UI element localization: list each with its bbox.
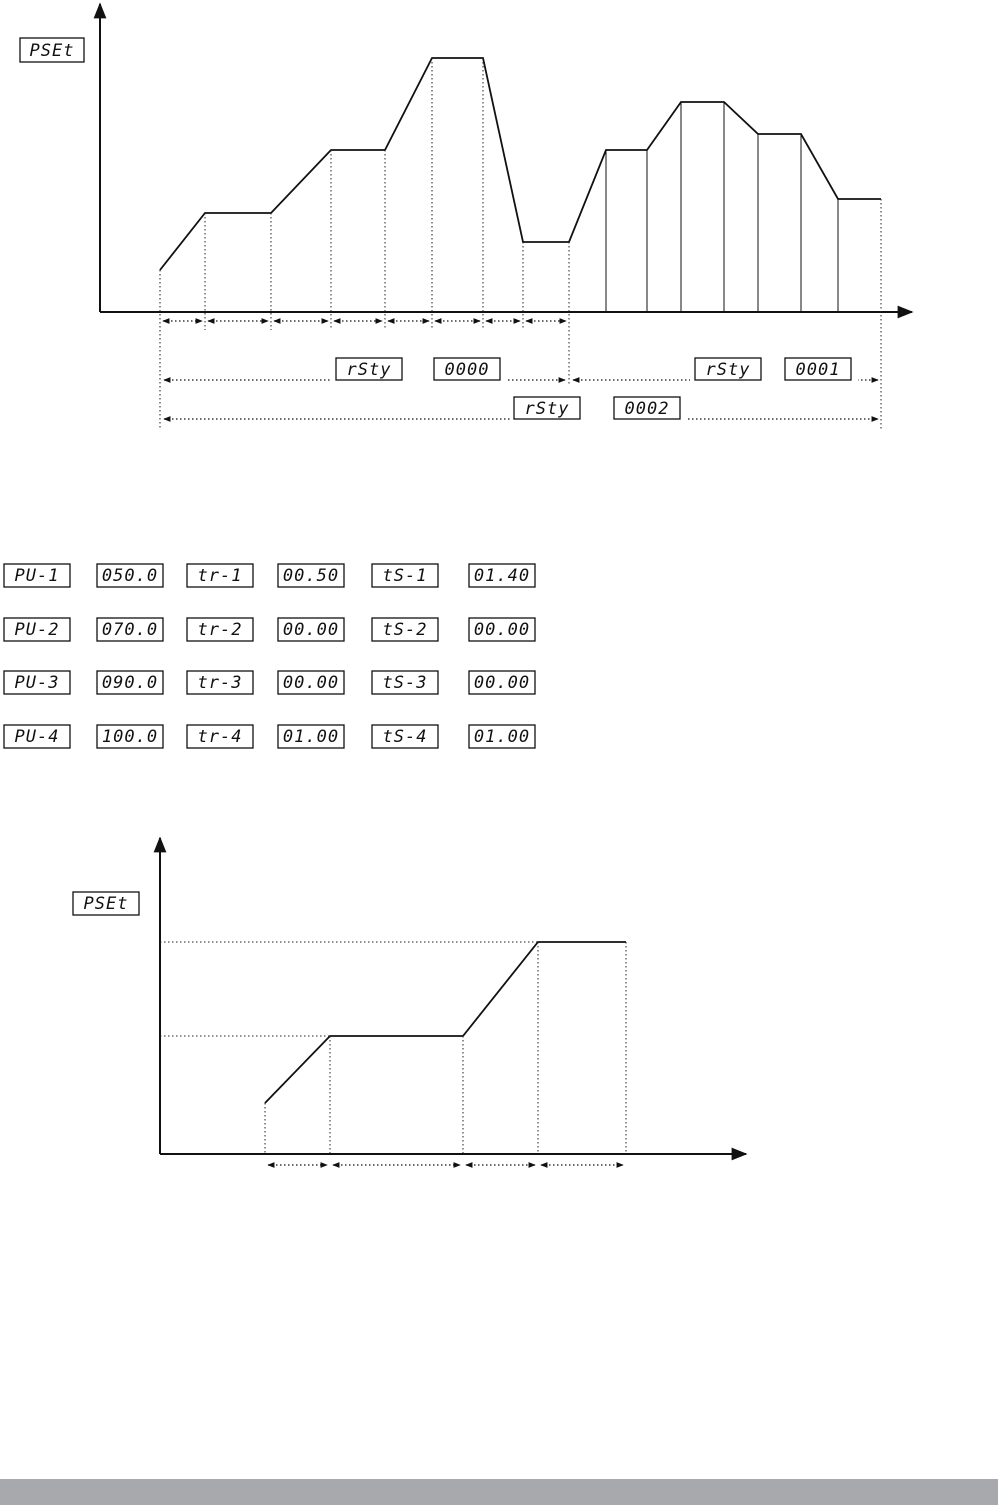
param-cell: PU-3 — [14, 673, 60, 693]
segment-b-span — [573, 358, 878, 390]
param-cell: 01.40 — [473, 566, 531, 586]
param-cell: 00.50 — [282, 566, 340, 586]
param-row — [4, 671, 535, 694]
diagram-2 — [73, 838, 746, 1165]
param-cell: 050.0 — [101, 566, 159, 586]
total-value: 0002 — [624, 399, 670, 419]
pset-label-text: PSEt — [29, 41, 75, 61]
param-cell: PU-2 — [14, 620, 60, 640]
param-cell: PU-4 — [14, 727, 60, 747]
segment-a-value: 0000 — [444, 360, 490, 380]
param-cell: PU-1 — [14, 566, 60, 586]
param-row — [4, 618, 535, 641]
param-cell: tS-4 — [382, 727, 428, 747]
param-cell: 00.00 — [282, 620, 340, 640]
parameter-table — [4, 564, 535, 748]
diagram-1 — [20, 4, 912, 430]
footer-bar — [0, 1479, 998, 1505]
param-cell: 00.00 — [473, 620, 531, 640]
param-cell: tr-4 — [197, 727, 243, 747]
level-guides — [160, 942, 538, 1036]
segment-b-rsty-label: rSty — [705, 360, 751, 380]
param-cell: 00.00 — [473, 673, 531, 693]
param-cell: tS-1 — [382, 566, 428, 586]
pset-label — [73, 892, 139, 915]
param-cell: 00.00 — [282, 673, 340, 693]
param-cell: tS-2 — [382, 620, 428, 640]
total-rsty-label: rSty — [524, 399, 570, 419]
total-span — [164, 397, 878, 427]
profile-curve — [265, 942, 626, 1103]
param-cell: tr-2 — [197, 620, 243, 640]
profile-curve — [160, 58, 881, 270]
param-row — [4, 564, 535, 587]
param-cell: 01.00 — [473, 727, 531, 747]
param-cell: 01.00 — [282, 727, 340, 747]
param-cell: 100.0 — [101, 727, 159, 747]
segment-a-rsty-label: rSty — [346, 360, 392, 380]
param-cell: 090.0 — [101, 673, 159, 693]
pset-label — [20, 38, 84, 62]
param-row — [4, 725, 535, 748]
pset-label-text: PSEt — [83, 894, 129, 914]
param-cell: tr-1 — [197, 566, 243, 586]
segment-a-span — [164, 358, 565, 390]
segment-b-value: 0001 — [795, 360, 841, 380]
param-cell: 070.0 — [101, 620, 159, 640]
param-cell: tr-3 — [197, 673, 243, 693]
param-cell: tS-3 — [382, 673, 428, 693]
